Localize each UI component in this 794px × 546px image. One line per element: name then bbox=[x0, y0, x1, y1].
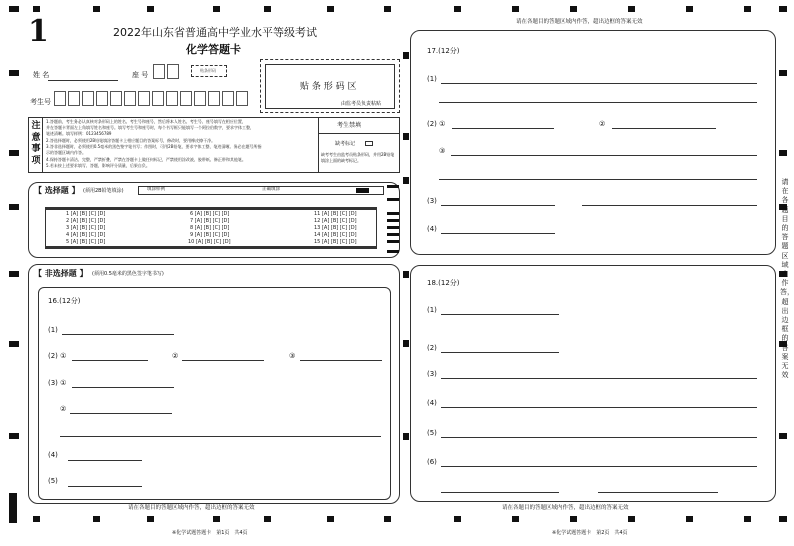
q16-title: 16.(12分) bbox=[48, 297, 81, 305]
q17-part2-line4[interactable] bbox=[439, 179, 757, 180]
q18-part4-line[interactable] bbox=[441, 407, 757, 408]
name-label: 姓 名 bbox=[33, 71, 50, 79]
q16-part2-label: (2) ① bbox=[48, 352, 67, 360]
q17-part2-line2[interactable] bbox=[612, 128, 716, 129]
q18-part3-line[interactable] bbox=[441, 378, 757, 379]
q16-part3-line1[interactable] bbox=[72, 387, 174, 388]
q17-part3-line1[interactable] bbox=[441, 205, 555, 206]
right-top-warning: 请在各题目的答题区域内作答，超出边框的答案无效 bbox=[516, 19, 643, 25]
absent-divider bbox=[318, 133, 400, 134]
left-bottom-warning: 请在各题目的答题区域内作答，超出边框的答案无效 bbox=[128, 505, 255, 511]
q18-part6-line2[interactable] bbox=[441, 492, 559, 493]
q18-part5-label: (5) bbox=[427, 429, 437, 437]
q18-title: 18.(12分) bbox=[427, 279, 460, 287]
mc-title: 【 选择题 】 bbox=[34, 186, 80, 195]
seat-box-2[interactable] bbox=[167, 64, 179, 79]
q16-part2-line2[interactable] bbox=[182, 360, 264, 361]
exam-title: 2022年山东省普通高中学业水平等级考试 bbox=[113, 26, 317, 39]
q17-part2-label: (2) ① bbox=[427, 120, 446, 128]
absent-mark-bubble[interactable] bbox=[365, 141, 373, 146]
q16-part1-line[interactable] bbox=[62, 334, 174, 335]
q17-box bbox=[410, 30, 776, 255]
q18-part2-label: (2) bbox=[427, 344, 437, 352]
q16-part2-line3[interactable] bbox=[300, 360, 382, 361]
q16-part3-sub2: ② bbox=[60, 405, 67, 413]
q16-part5-label: (5) bbox=[48, 477, 58, 485]
page-number-big: 1 bbox=[28, 14, 49, 49]
q18-part6-line1[interactable] bbox=[441, 466, 757, 467]
q17-part2-line3[interactable] bbox=[451, 155, 757, 156]
mc-example-box bbox=[138, 186, 384, 195]
notes-title: 注意事项 bbox=[31, 121, 41, 166]
q17-part3-line2[interactable] bbox=[582, 205, 757, 206]
mc-example-label: 填涂样例 bbox=[147, 187, 165, 192]
q17-part3-label: (3) bbox=[427, 197, 437, 205]
q17-part4-label: (4) bbox=[427, 225, 437, 233]
mc-correct-label: 正确填涂 bbox=[262, 187, 280, 192]
q16-part1-label: (1) bbox=[48, 326, 58, 334]
q17-part2-sub2: ② bbox=[599, 120, 606, 128]
seat-label: 座 号 bbox=[132, 71, 149, 79]
q18-part2-line[interactable] bbox=[441, 352, 559, 353]
q16-part2-line1[interactable] bbox=[72, 360, 148, 361]
q16-part2-sub3: ③ bbox=[289, 352, 296, 360]
q17-part2-sub3: ③ bbox=[439, 147, 446, 155]
side-vertical-warning: 请在各题目的答题区域内作答，超出边框的答案无效 bbox=[780, 178, 794, 380]
mc-subtitle: (须用2B铅笔填涂) bbox=[83, 188, 124, 194]
footer-right: ※化学试题答题卡 第2页 共4页 bbox=[552, 530, 628, 536]
q18-part1-line[interactable] bbox=[441, 314, 559, 315]
card-title: 化学答题卡 bbox=[186, 43, 241, 56]
name-field[interactable] bbox=[48, 80, 118, 81]
q18-part5-line[interactable] bbox=[441, 437, 757, 438]
q16-part2-sub2: ② bbox=[172, 352, 179, 360]
exam-number-label: 考生号 bbox=[30, 98, 51, 106]
absent-mark-label: 缺考标记 bbox=[335, 141, 356, 147]
q18-part6-label: (6) bbox=[427, 458, 437, 466]
small-sticker-text: 贴条形码 bbox=[200, 68, 216, 73]
barcode-note: 由监考员负责粘贴 bbox=[341, 101, 382, 107]
footer-left: ※化学试题答题卡 第1页 共4页 bbox=[172, 530, 248, 536]
mc-example-filled bbox=[356, 188, 369, 193]
q18-part1-label: (1) bbox=[427, 306, 437, 314]
q16-part4-label: (4) bbox=[48, 451, 58, 459]
q18-part3-label: (3) bbox=[427, 370, 437, 378]
q17-part2-line1[interactable] bbox=[452, 128, 554, 129]
q18-part6-line3[interactable] bbox=[598, 492, 718, 493]
q16-part4-line[interactable] bbox=[68, 460, 142, 461]
free-subtitle: (须用0.5毫米的黑色签字笔书写) bbox=[92, 271, 164, 277]
q16-part3-line2[interactable] bbox=[70, 413, 172, 414]
barcode-title: 贴 条 形 码 区 bbox=[300, 82, 357, 92]
q16-part3-line3[interactable] bbox=[60, 436, 381, 437]
free-title: 【 非选择题 】 bbox=[34, 269, 88, 278]
q16-box bbox=[38, 287, 391, 500]
absent-title: 考生禁填 bbox=[337, 122, 362, 129]
right-bottom-warning: 请在各题目的答题区域内作答，超出边框的答案无效 bbox=[502, 505, 629, 511]
q16-part5-line[interactable] bbox=[68, 486, 142, 487]
q17-part4-line[interactable] bbox=[441, 233, 555, 234]
q17-part1-label: (1) bbox=[427, 75, 437, 83]
absent-note: 缺考考生由监考员贴条形码，并用2B铅笔填涂上面的缺考标记。 bbox=[321, 152, 395, 163]
q17-part1-line2[interactable] bbox=[439, 102, 757, 103]
q18-part4-label: (4) bbox=[427, 399, 437, 407]
q17-title: 17.(12分) bbox=[427, 47, 460, 55]
q16-part3-label: (3) ① bbox=[48, 379, 67, 387]
q17-part1-line1[interactable] bbox=[441, 83, 757, 84]
seat-box-1[interactable] bbox=[153, 64, 165, 79]
